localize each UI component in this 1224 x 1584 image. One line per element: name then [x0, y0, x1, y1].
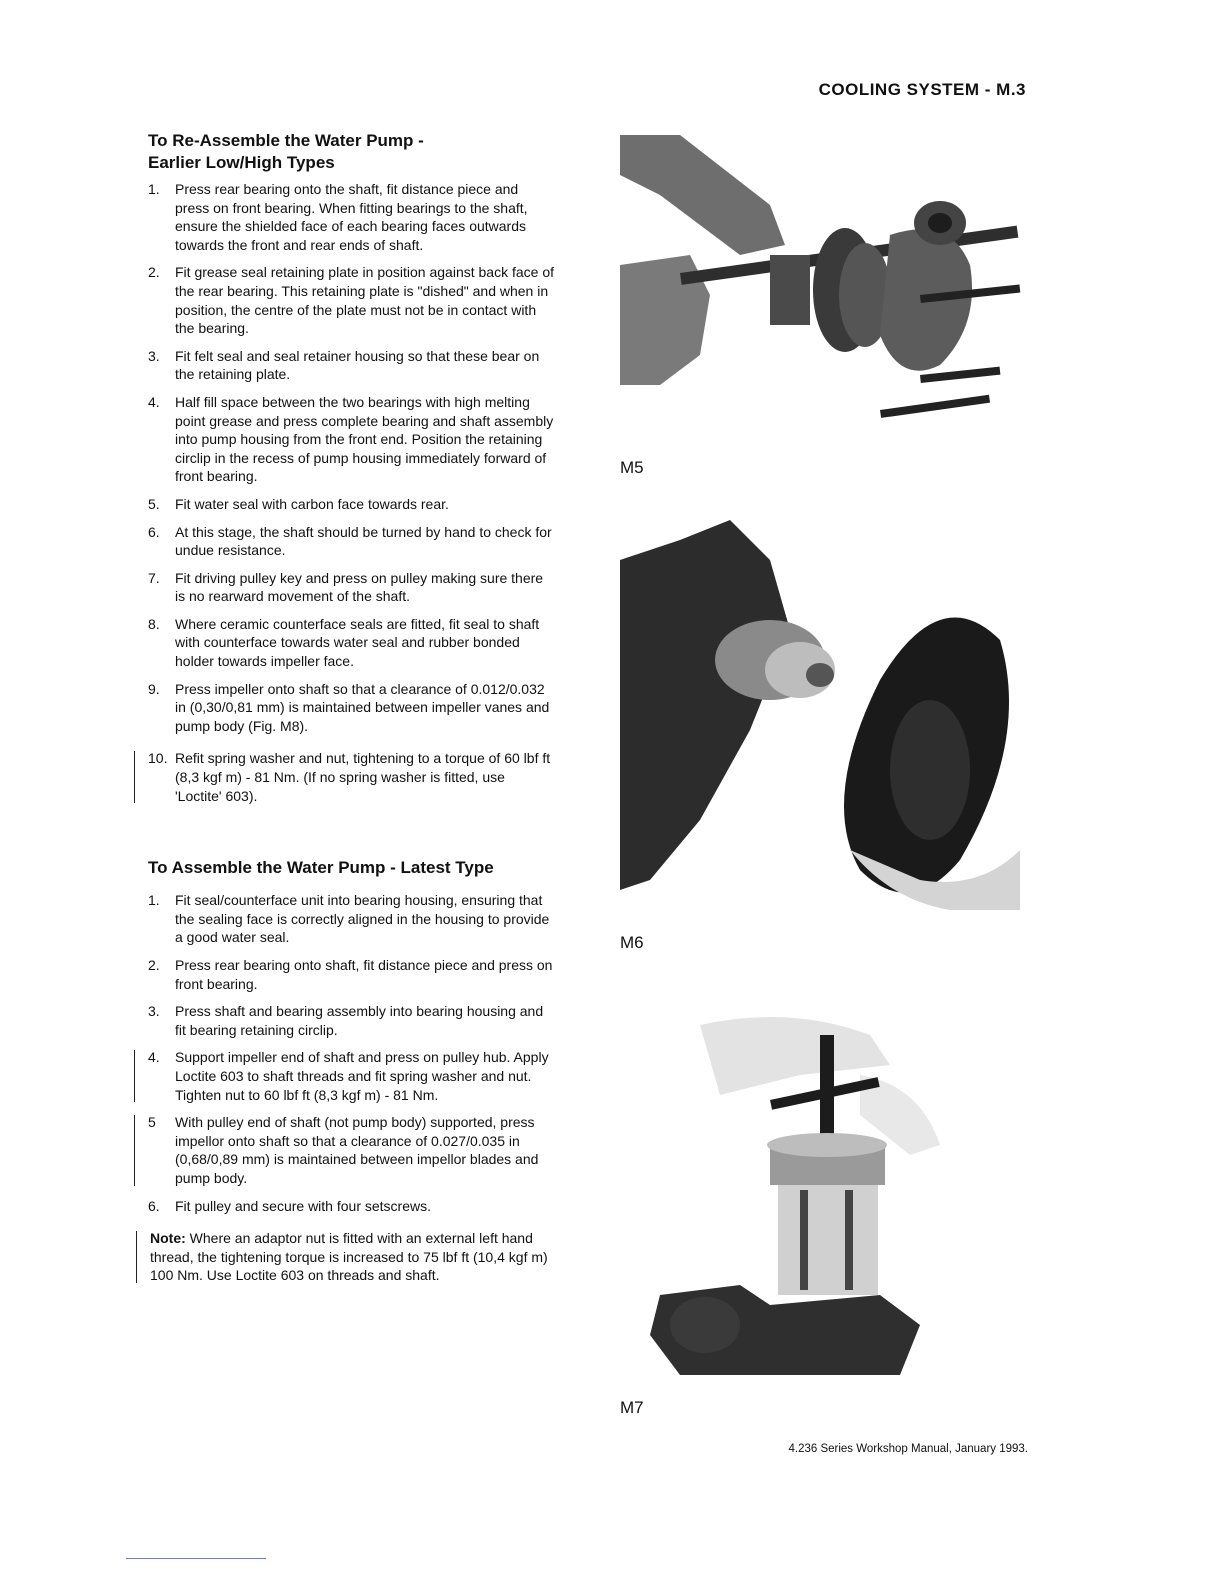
- list-item: [148, 749, 554, 805]
- figure-m6-caption: M6: [620, 933, 644, 952]
- step-text: Fit grease seal retaining plate in position against back face of the rear bearing. This retaining plate is "dished" and when in position, the centre of the plate must not be in contact with the bearing.: [175, 264, 555, 337]
- section2-title: To Assemble the Water Pump - Latest Type: [148, 858, 494, 878]
- step-text: Press impeller onto shaft so that a clearance of 0.012/0.032 in (0,30/0,81 mm) is maintained between impeller vanes and pump body (Fig. M8).: [175, 680, 550, 734]
- step-number: 4.: [148, 393, 160, 410]
- step-number: 3.: [148, 1003, 160, 1020]
- list-item: [148, 347, 554, 384]
- note-text: Where an adaptor nut is fitted with an external left hand thread, the tightening torque is increased to 75 lbf ft (10,4 kgf m) 100 Nm. Use Loctite 603 on threads and shaft.: [150, 1230, 548, 1284]
- revision-bar: [134, 1050, 135, 1102]
- left-column: [148, 130, 554, 1285]
- step-number: 7.: [148, 569, 160, 586]
- step-number: 2.: [148, 264, 160, 281]
- section1-steps: [148, 180, 554, 805]
- step-number: 6.: [148, 1197, 160, 1214]
- page-footer: 4.236 Series Workshop Manual, January 1993.: [788, 1443, 1028, 1455]
- list-item: [148, 523, 554, 560]
- step-number: 9.: [148, 680, 160, 697]
- list-item: [148, 1113, 554, 1187]
- step-number: 1.: [148, 181, 160, 197]
- section1-title-line1: To Re-Assemble the Water Pump -: [148, 131, 424, 150]
- step-number: 1.: [148, 892, 160, 909]
- figure-m7-caption: M7: [620, 1398, 644, 1417]
- step-number: 6.: [148, 523, 160, 540]
- list-item: [148, 569, 554, 606]
- revision-bar: [134, 751, 135, 803]
- step-text: At this stage, the shaft should be turned by hand to check for undue resistance.: [175, 523, 552, 559]
- step-number: 3.: [148, 347, 160, 364]
- step-number: 5: [148, 1114, 156, 1131]
- step-number: 4.: [148, 1049, 160, 1066]
- list-item: [148, 393, 554, 486]
- step-text: Press shaft and bearing assembly into bearing housing and fit bearing retaining circlip.: [175, 1003, 544, 1038]
- step-text: With pulley end of shaft (not pump body) supported, press impellor onto shaft so that a clearance of 0.027/0.035 in (0,68/0,89 mm) is maintained between impellor blades and pump body.: [175, 1114, 539, 1186]
- step-text: Where ceramic counterface seals are fitted, fit seal to shaft with counterface towards water seal and rubber bonded holder towards impeller face.: [175, 615, 540, 670]
- step-text: Press rear bearing onto shaft, fit distance piece and press on front bearing.: [175, 957, 553, 992]
- list-item: [148, 891, 554, 947]
- list-item: [148, 615, 554, 671]
- figure-m5-photo: [620, 135, 1022, 440]
- figure-m6-photo: [620, 520, 1020, 920]
- step-text: Fit felt seal and seal retainer housing so that these bear on the retaining plate.: [175, 347, 540, 383]
- step-text: Fit driving pulley key and press on pulley making sure there is no rearward movement of the shaft.: [175, 569, 544, 605]
- note-label: Note:: [150, 1230, 186, 1247]
- bottom-rule: [126, 1558, 266, 1559]
- list-item: [148, 495, 554, 514]
- step-number: 5.: [148, 495, 160, 512]
- step-text: Support impeller end of shaft and press on pulley hub. Apply Loctite 603 to shaft threads and fit spring washer and nut. Tighten nut to 60 lbf ft (8,3 kgf m) - 81 Nm.: [175, 1049, 549, 1103]
- figure-m5-caption: M5: [620, 458, 644, 477]
- step-number: 2.: [148, 957, 160, 973]
- list-item: [148, 1197, 554, 1216]
- section1-title: [148, 130, 554, 174]
- step-text: Fit seal/counterface unit into bearing housing, ensuring that the sealing face is correctly aligned in the housing to provide a good water seal.: [175, 892, 550, 946]
- revision-bar: [134, 1115, 135, 1185]
- step-text: Refit spring washer and nut, tightening to a torque of 60 lbf ft (8,3 kgf m) - 81 Nm. (If no spring washer is fitted, use 'Loctite' 603).: [175, 750, 551, 804]
- step-text: Half fill space between the two bearings with high melting point grease and press complete bearing and shaft assembly into pump housing from the front end. Position the retaining circlip in the recess of pump housing immediately forward of front bearing.: [175, 393, 554, 485]
- revision-bar: [136, 1231, 137, 1283]
- section2-steps: [148, 891, 554, 1215]
- section1-title-line2: Earlier Low/High Types: [148, 153, 335, 172]
- step-number: 10.: [148, 750, 168, 767]
- page-header: COOLING SYSTEM - M.3: [818, 80, 1026, 99]
- list-item: [148, 1002, 554, 1039]
- note-paragraph: [148, 1229, 554, 1285]
- step-text: Press rear bearing onto the shaft, fit distance piece and press on front bearing. When fitting bearings to the shaft, ensure the shielded face of each bearing faces outwards towards the front and rear ends of shaft.: [175, 181, 528, 253]
- list-item: [148, 956, 554, 993]
- step-text: Fit pulley and secure with four setscrews.: [175, 1197, 431, 1214]
- list-item: [148, 680, 554, 736]
- list-item: [148, 1048, 554, 1104]
- step-number: 8.: [148, 615, 160, 632]
- figure-m7-photo: [620, 1005, 995, 1383]
- list-item: [148, 263, 554, 337]
- step-text: Fit water seal with carbon face towards rear.: [175, 495, 449, 512]
- list-item: [148, 180, 554, 254]
